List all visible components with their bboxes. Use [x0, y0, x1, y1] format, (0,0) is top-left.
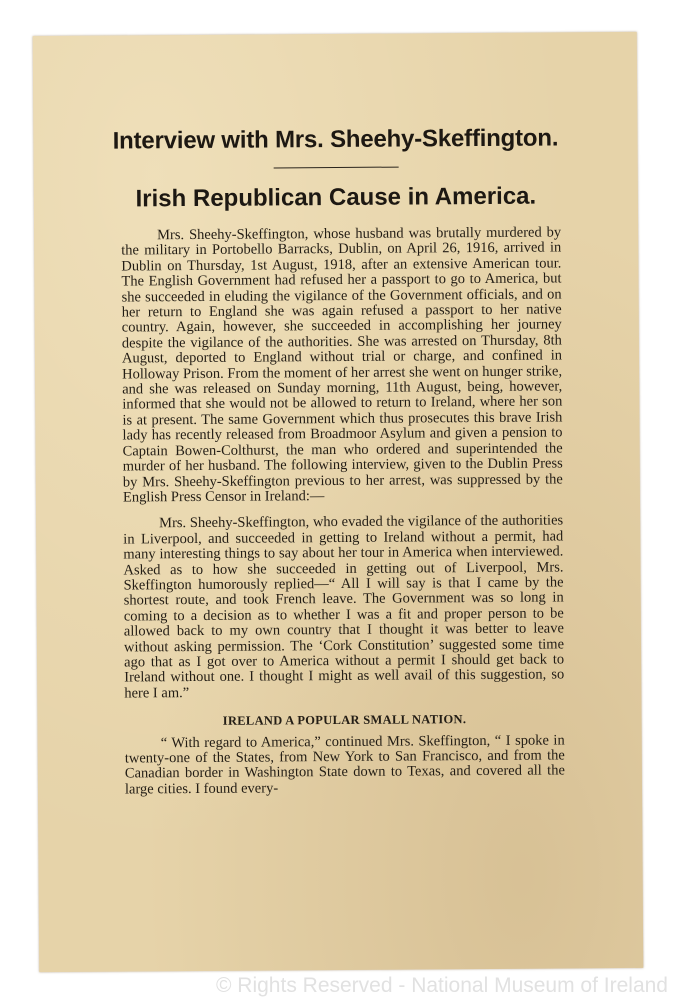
paragraph-intro: Mrs. Sheehy-Skeffington, whose husband was brutally murdered by the military in Portobello Barracks, Dublin, on April 26, 1916, arrived in Dublin on Thursday, 1st August, 1918, after an extensive American tour. The English Government had refused her a passport to go to America, but she succeeded in eluding the vigilance of the Government officials, and on her return to England she was again refused a passport to her native country. Again, however, she succeeded in accomplishing her journey despite the vigilance of the authorities. She was arrested on Thursday, 8th August, deported to England without trial or charge, and confined in Holloway Prison. From the moment of her arrest she went on hunger strike, and she was released on Sunday morning, 11th August, being, however, informed that she would not be allowed to return to Ireland, where her son is at present. The same Government which thus prosecutes this brave Irish lady has recently released from Broadmoor Asylum and given a pension to Captain Bowen-Colthurst, the man who ordered and superintended the murder of her husband. The following interview, given to the Dublin Press by Mrs. Sheehy-Skeffington previous to her arrest, was suppressed by the English Press Censor in Ireland:— — [121, 224, 563, 506]
watermark: © Rights Reserved - National Museum of Ireland — [215, 974, 668, 997]
paragraph-america: “ With regard to America,” continued Mrs. Skeffington, “ I spoke in twenty-one of the States, from New York to San Francisco, and from the Canadian border in Washington State down to Texas, and covered all the large cities. I found every- — [124, 732, 565, 798]
document-subtitle: Irish Republican Cause in America. — [135, 182, 537, 213]
article-body — [121, 225, 565, 797]
title-divider — [274, 167, 399, 169]
document-title: Interview with Mrs. Sheehy-Skeffington. — [112, 124, 559, 155]
paragraph-liverpool: Mrs. Sheehy-Skeffington, who evaded the vigilance of the authorities in Liverpool, and succeeded in getting to Ireland without a permit, had many interesting things to say about her tour in America when interviewed. Asked as to how she succeeded in getting out of Liverpool, Mrs. Skeffington humorously replied—“ All I will say is that I came by the shortest route, and took French leave. The Government was so long in coming to a decision as to whether I was a fit and proper person to be allowed back to my own country that I thought it was better to leave without asking permission. The ‘Cork Constitution’ suggested some time ago that as I got over to America without a permit I should get back to Ireland without one. I thought I might as well avail of this suggestion, so here I am.” — [123, 512, 565, 702]
document-page — [33, 32, 644, 972]
section-heading: IRELAND A POPULAR SMALL NATION. — [222, 712, 467, 728]
